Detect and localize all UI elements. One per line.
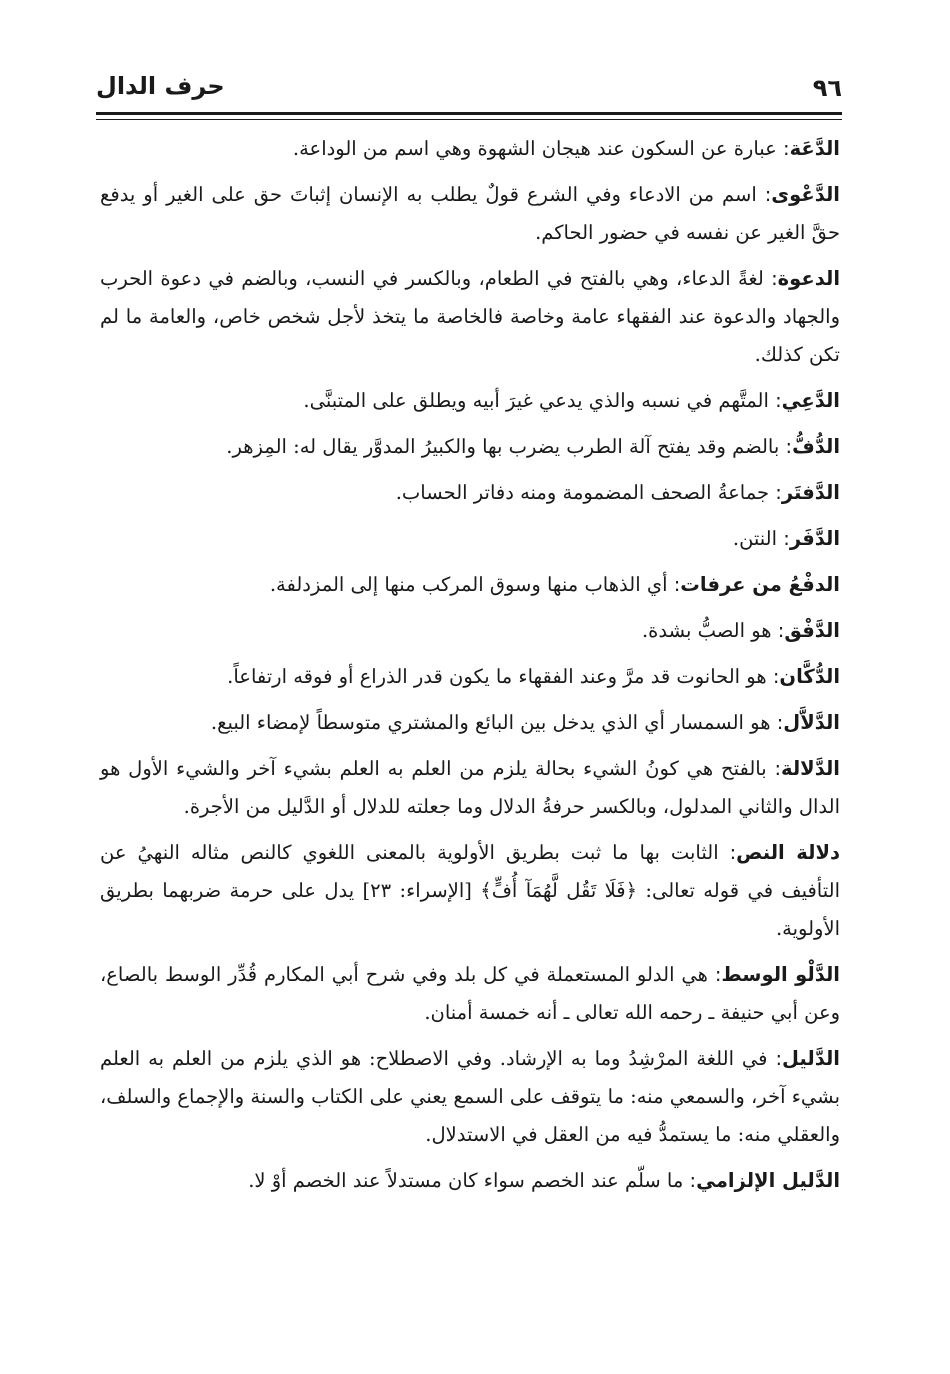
dictionary-entry — [100, 750, 840, 826]
entry-definition: لغةً الدعاء، وهي بالفتح في الطعام، وبالكسر في النسب، وبالضم في دعوة الحرب والجهاد والدعوة عند الفقهاء عامة وخاصة فالخاصة ما يتخذ لأجل شخص خاص، والعامة ما لم تكن كذلك. — [100, 267, 840, 366]
entry-definition: ما سلّم عند الخصم سواء كان مستدلاً عند الخصم أوْ لا. — [248, 1169, 684, 1192]
entry-separator: : — [756, 183, 772, 206]
entry-separator: : — [768, 389, 782, 412]
dictionary-entry — [100, 428, 840, 466]
entry-separator: : — [766, 665, 780, 688]
entry-term: دلالة النص — [736, 841, 840, 864]
entry-term: الدُّفُّ — [792, 435, 840, 458]
header-rule-thin — [96, 119, 842, 120]
entry-separator: : — [766, 757, 782, 780]
entry-definition: بالفتح هي كونُ الشيء بحالة يلزم من العلم به العلم بشيء آخر والشيء الأول هو الدال والثاني المدلول، وبالكسر حرفةُ الدلال وما جعلته للدلال أو الدَّليل من الأجرة. — [100, 757, 840, 818]
dictionary-entry — [100, 1162, 840, 1200]
entry-definition: هي الدلو المستعملة في كل بلد وفي شرح أبي المكارم قُدِّر الوسط بالصاع، وعن أبي حنيفة ـ رحمه الله تعالى ـ أنه خمسة أمنان. — [100, 963, 840, 1024]
entry-separator: : — [767, 1047, 783, 1070]
dictionary-entry — [100, 260, 840, 374]
dictionary-entry — [100, 382, 840, 420]
entry-separator: : — [769, 481, 782, 504]
entry-term: الدَّلاَّل — [783, 711, 840, 734]
entry-term: الدَّفْق — [784, 619, 840, 642]
entry-separator: : — [776, 137, 790, 160]
dictionary-entry — [100, 520, 840, 558]
entry-definition: النتن. — [732, 527, 778, 550]
dictionary-entry — [100, 834, 840, 948]
entry-separator: : — [779, 435, 793, 458]
entry-term: الدَّعَة — [789, 137, 840, 160]
dictionary-entry — [100, 658, 840, 696]
entry-definition: بالضم وقد يفتح آلة الطرب يضرب بها والكبيرُ المدوَّر يقال له: المِزهر. — [226, 435, 780, 458]
dictionary-entry — [100, 176, 840, 252]
entry-term: الدَّليل الإلزامي — [696, 1169, 840, 1192]
entry-definition: أي الذهاب منها وسوق المركب منها إلى المزدلفة. — [269, 573, 668, 596]
dictionary-entry — [100, 130, 840, 168]
entry-term: الدُّكَّان — [779, 665, 840, 688]
entry-definition: جماعةُ الصحف المضمومة ومنه دفاتر الحساب. — [395, 481, 770, 504]
entry-term: الدَّفَر — [789, 527, 840, 550]
entry-definition: الثابت بها ما ثبت بطريق الأولوية بالمعنى اللغوي كالنص مثاله النهيُ عن التأفيف في قوله تعالى: ﴿فَلَا تَقُل لَّهُمَآ أُفٍّ﴾ [الإسراء: ٢٣] يدل على حرمة ضربهما بطريق الأولوية. — [100, 841, 840, 940]
entry-definition: المتَّهم في نسبه والذي يدعي غيرَ أبيه ويطلق على المتبنَّى. — [303, 389, 769, 412]
entry-separator: : — [777, 527, 790, 550]
entry-definition: هو السمسار أي الذي يدخل بين البائع والمشتري متوسطاً لإمضاء البيع. — [210, 711, 771, 734]
entry-term: الدَّليل — [782, 1047, 840, 1070]
entry-definition: في اللغة المرْشِدُ وما به الإرشاد. وفي الاصطلاح: هو الذي يلزم من العلم به العلم بشيء آخر، والسمعي منه: ما يتوقف على السمع يعني على الكتاب والسنة والإجماع والسلف، والعقلي منه: ما يستمدُّ فيه من العقل في الاستدلال. — [100, 1047, 840, 1146]
entry-definition: اسم من الادعاء وفي الشرع قولٌ يطلب به الإنسان إثباتَ حق على الغير أو يدفع حقَّ الغير عن نفسه في حضور الحاكم. — [100, 183, 840, 244]
page-header — [96, 70, 842, 110]
entry-term: الدَّلْو الوسط — [721, 963, 840, 986]
entry-separator: : — [707, 963, 722, 986]
entry-term: الدَّعْوى — [771, 183, 840, 206]
entry-definition: هو الحانوت قد مرَّ وعند الفقهاء ما يكون قدر الذراع أو فوقه ارتفاعاً. — [227, 665, 767, 688]
dictionary-entry — [100, 474, 840, 512]
entry-term: الدَّعِي — [781, 389, 840, 412]
entry-separator: : — [763, 267, 778, 290]
entry-separator: : — [667, 573, 681, 596]
dictionary-entry — [100, 704, 840, 742]
dictionary-entry — [100, 956, 840, 1032]
entry-term: الدفْعُ من عرفات — [680, 573, 840, 596]
dictionary-entry — [100, 566, 840, 604]
dictionary-entry — [100, 612, 840, 650]
entry-term: الدعوة — [777, 267, 840, 290]
entry-definition: عبارة عن السكون عند هيجان الشهوة وهي اسم من الوداعة. — [292, 137, 777, 160]
entry-separator: : — [770, 711, 784, 734]
entry-separator: : — [683, 1169, 697, 1192]
header-rule-thick — [96, 112, 842, 115]
page-number: ٩٦ — [812, 74, 842, 102]
entry-term: الدَّفتَر — [781, 481, 840, 504]
entry-definition: هو الصبُّ بشدة. — [641, 619, 772, 642]
entry-term: الدَّلالة — [781, 757, 840, 780]
running-title: حرف الدال — [96, 72, 225, 100]
entry-separator: : — [718, 841, 737, 864]
entry-separator: : — [771, 619, 785, 642]
dictionary-entries — [100, 130, 840, 1208]
dictionary-entry — [100, 1040, 840, 1154]
